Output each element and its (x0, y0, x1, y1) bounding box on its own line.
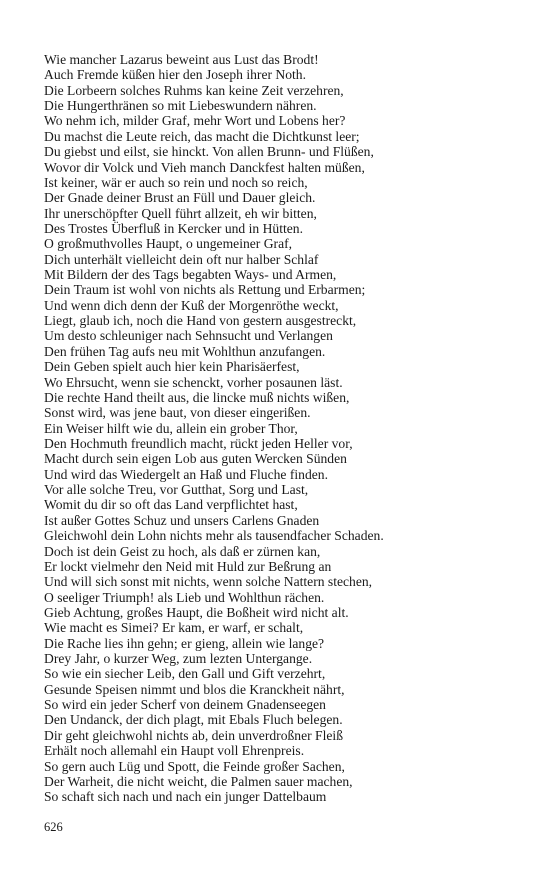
poem-line: Du machst die Leute reich, das macht die Dichtkunst leer; (44, 128, 360, 144)
poem-line: Die Rache lies ihn gehn; er gieng, allein wie lange? (44, 635, 325, 651)
poem-line: Auch Fremde küßen hier den Joseph ihrer Noth. (44, 67, 306, 83)
poem-line: Wie macht es Simei? Er kam, er warf, er schalt, (44, 620, 304, 636)
poem-line: Dein Traum ist wohl von nichts als Rettung und Erbarmen; (44, 282, 366, 298)
poem-line: So gern auch Lüg und Spott, die Feinde großer Sachen, (44, 758, 345, 774)
poem-line: Macht durch sein eigen Lob aus guten Wercken Sünden (44, 451, 347, 467)
poem-line: Die Lorbeern solches Ruhms kan keine Zeit verzehren, (44, 82, 344, 98)
poem-line: Wo Ehrsucht, wenn sie schenckt, vorher posaunen läst. (44, 374, 343, 390)
poem-line: Die rechte Hand theilt aus, die lincke muß nichts wißen, (44, 389, 350, 405)
poem-line: O großmuthvolles Haupt, o ungemeiner Graf, (44, 236, 293, 252)
poem-line: Erhält noch allemahl ein Haupt voll Ehrenpreis. (44, 743, 305, 759)
poem-line: Du giebst und eilst, sie hinckt. Von allen Brunn- und Flüßen, (44, 144, 374, 160)
poem-line: Des Trostes Überfluß in Kercker und in Hütten. (44, 220, 303, 236)
poem-line: Gieb Achtung, großes Haupt, die Boßheit wird nicht alt. (44, 604, 349, 620)
page-number: 626 (44, 820, 63, 834)
poem-line: Liegt, glaub ich, noch die Hand von gestern ausgestreckt, (44, 313, 357, 329)
poem-line: Gesunde Speisen nimmt und blos die Kranckheit nährt, (44, 681, 345, 697)
poem-line: Drey Jahr, o kurzer Weg, zum lezten Untergange. (44, 651, 313, 667)
poem-line: Und wenn dich denn der Kuß der Morgenröthe weckt, (44, 297, 339, 313)
poem-line: O seeliger Triumph! als Lieb und Wohlthun rächen. (44, 589, 325, 605)
poem-line: Doch ist dein Geist zu hoch, als daß er zürnen kan, (44, 543, 321, 559)
poem-line: Dein Geben spielt auch hier kein Pharisäerfest, (44, 359, 300, 375)
poem-line: Und wird das Wiedergelt an Haß und Fluche finden. (44, 466, 328, 482)
poem-line: So wird ein jeder Scherf von deinem Gnadenseegen (44, 697, 326, 713)
poem-line: Vor alle solche Treu, vor Gutthat, Sorg und Last, (44, 482, 309, 498)
poem-line: Den Hochmuth freundlich macht, rückt jeden Heller vor, (44, 435, 353, 451)
poem-line: Und will sich sonst mit nichts, wenn solche Nattern stechen, (44, 574, 373, 590)
poem-line: Den Undanck, der dich plagt, mit Ebals Fluch belegen. (44, 712, 343, 728)
poem-line: Um desto schleuniger nach Sehnsucht und Verlangen (44, 328, 333, 344)
poem-line: Wo nehm ich, milder Graf, mehr Wort und Lobens her? (44, 113, 346, 129)
poem-line: Der Gnade deiner Brust an Füll und Dauer gleich. (44, 190, 316, 206)
poem-line: Gleichwohl dein Lohn nichts mehr als tausendfacher Schaden. (44, 528, 384, 544)
poem-line: Den frühen Tag aufs neu mit Wohlthun anzufangen. (44, 343, 326, 359)
poem-line: So schaft sich nach und nach ein junger Dattelbaum (44, 789, 327, 805)
poem-text (44, 52, 514, 805)
poem-line: Dir geht gleichwohl nichts ab, dein unverdroßner Fleiß (44, 727, 343, 743)
poem-line: Ist keiner, wär er auch so rein und noch so reich, (44, 174, 308, 190)
poem-line: Ein Weiser hilft wie du, allein ein grober Thor, (44, 420, 298, 436)
poem-line: Die Hungerthränen so mit Liebeswundern nähren. (44, 98, 317, 114)
poem-line: Womit du dir so oft das Land verpflichtet hast, (44, 497, 298, 513)
poem-line: Wovor dir Volck und Vieh manch Danckfest halten müßen, (44, 159, 365, 175)
poem-line: So wie ein siecher Leib, den Gall und Gift verzehrt, (44, 666, 326, 682)
poem-line: Mit Bildern der des Tags begabten Ways- und Armen, (44, 267, 337, 283)
poem-line: Er lockt vielmehr den Neid mit Huld zur Beßrung an (44, 558, 332, 574)
poem-line: Sonst wird, was jene baut, von dieser eingerißen. (44, 405, 311, 421)
poem-line: Der Warheit, die nicht weicht, die Palmen sauer machen, (44, 773, 353, 789)
poem-line: Ist außer Gottes Schuz und unsers Carlens Gnaden (44, 512, 320, 528)
poem-line: Wie mancher Lazarus beweint aus Lust das Brodt! (44, 52, 319, 67)
poem-line: Dich unterhält vielleicht dein oft nur halber Schlaf (44, 251, 319, 267)
poem-line: Ihr unerschöpfter Quell führt allzeit, eh wir bitten, (44, 205, 317, 221)
